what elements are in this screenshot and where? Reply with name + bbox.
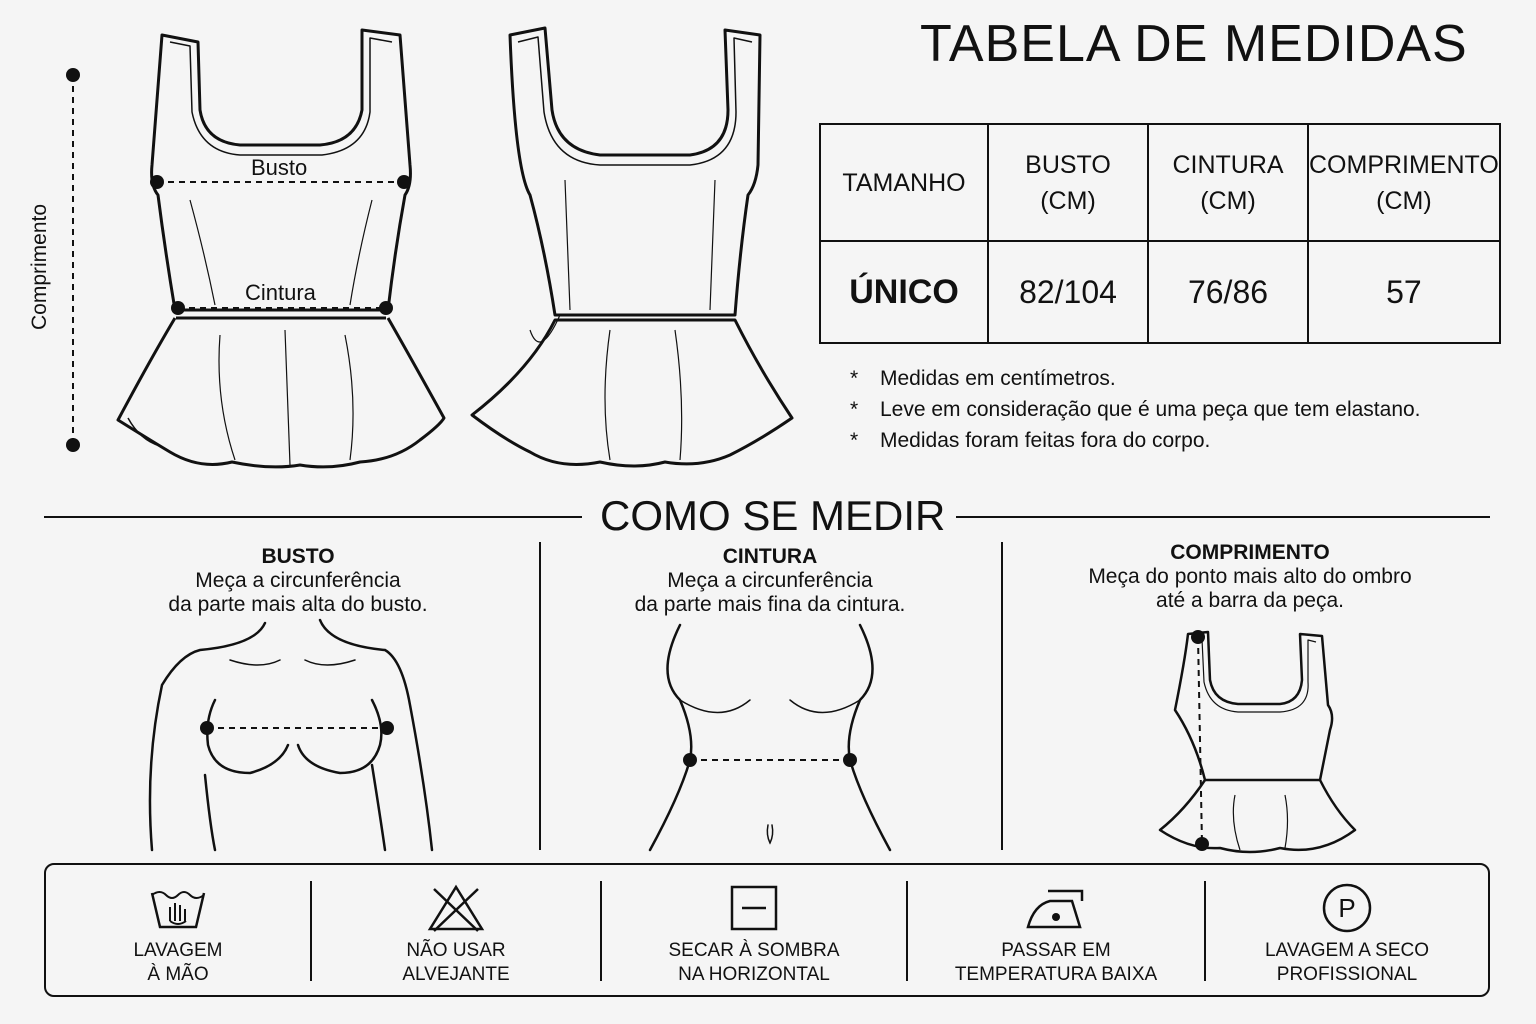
cell-comprimento: 57 [1308, 241, 1500, 343]
iron-low-icon [1026, 883, 1086, 933]
note-item: * Medidas foram feitas fora do corpo. [850, 429, 1211, 452]
bust-body-illustration [140, 615, 460, 855]
section-divider-left [44, 516, 582, 518]
comprimento-diagram-label: Comprimento [28, 203, 51, 330]
cell-size: ÚNICO [820, 241, 988, 343]
care-item-iron-low: PASSAR EM TEMPERATURA BAIXA [908, 865, 1204, 995]
how-busto-heading: BUSTO [261, 545, 335, 568]
section-title: COMO SE MEDIR [600, 492, 946, 539]
care-item-dry-clean: P LAVAGEM A SECO PROFISSIONAL [1206, 865, 1488, 995]
how-cintura-heading: CINTURA [722, 545, 818, 568]
table-row [820, 241, 1500, 343]
size-table [819, 123, 1501, 344]
note-item: * Medidas em centímetros. [850, 367, 1116, 390]
how-busto: BUSTO Meça a circunferência da parte mais alta do busto. [120, 545, 476, 617]
cell-cintura: 76/86 [1148, 241, 1308, 343]
care-item-no-bleach: NÃO USAR ALVEJANTE [312, 865, 600, 995]
garment-front-diagram [0, 0, 460, 480]
header-tamanho: TAMANHO [820, 124, 988, 241]
section-divider-right [956, 516, 1490, 518]
page-title: TABELA DE MEDIDAS [920, 15, 1468, 73]
dry-flat-shade-icon [724, 883, 784, 933]
waist-body-illustration [640, 615, 900, 855]
busto-diagram-label: Busto [251, 155, 308, 180]
how-cintura: CINTURA Meça a circunferência da parte mais fina da cintura. [590, 545, 950, 617]
care-item-dry-flat-shade: SECAR À SOMBRA NA HORIZONTAL [602, 865, 906, 995]
length-garment-illustration [1150, 620, 1370, 860]
care-instructions-panel [44, 863, 1490, 997]
care-item-hand-wash: LAVAGEM À MÃO [46, 865, 310, 995]
garment-back-diagram [460, 0, 800, 480]
note-item: * Leve em consideração que é uma peça que tem elastano. [850, 398, 1421, 421]
header-busto: BUSTO (CM) [988, 124, 1148, 241]
notes-list [850, 363, 1421, 456]
svg-text:P: P [1338, 893, 1356, 923]
size-table-header-row [820, 124, 1500, 241]
how-comprimento: COMPRIMENTO Meça do ponto mais alto do ombro até a barra da peça. [1040, 541, 1460, 613]
hand-wash-icon [148, 883, 208, 933]
header-comprimento: COMPRIMENTO (CM) [1308, 124, 1500, 241]
cell-busto: 82/104 [988, 241, 1148, 343]
cintura-diagram-label: Cintura [245, 280, 316, 305]
professional-dry-clean-icon [1317, 883, 1377, 933]
header-cintura: CINTURA (CM) [1148, 124, 1308, 241]
column-divider [1001, 542, 1003, 850]
column-divider [539, 542, 541, 850]
how-comprimento-heading: COMPRIMENTO [1170, 541, 1330, 564]
no-bleach-icon [426, 883, 486, 933]
